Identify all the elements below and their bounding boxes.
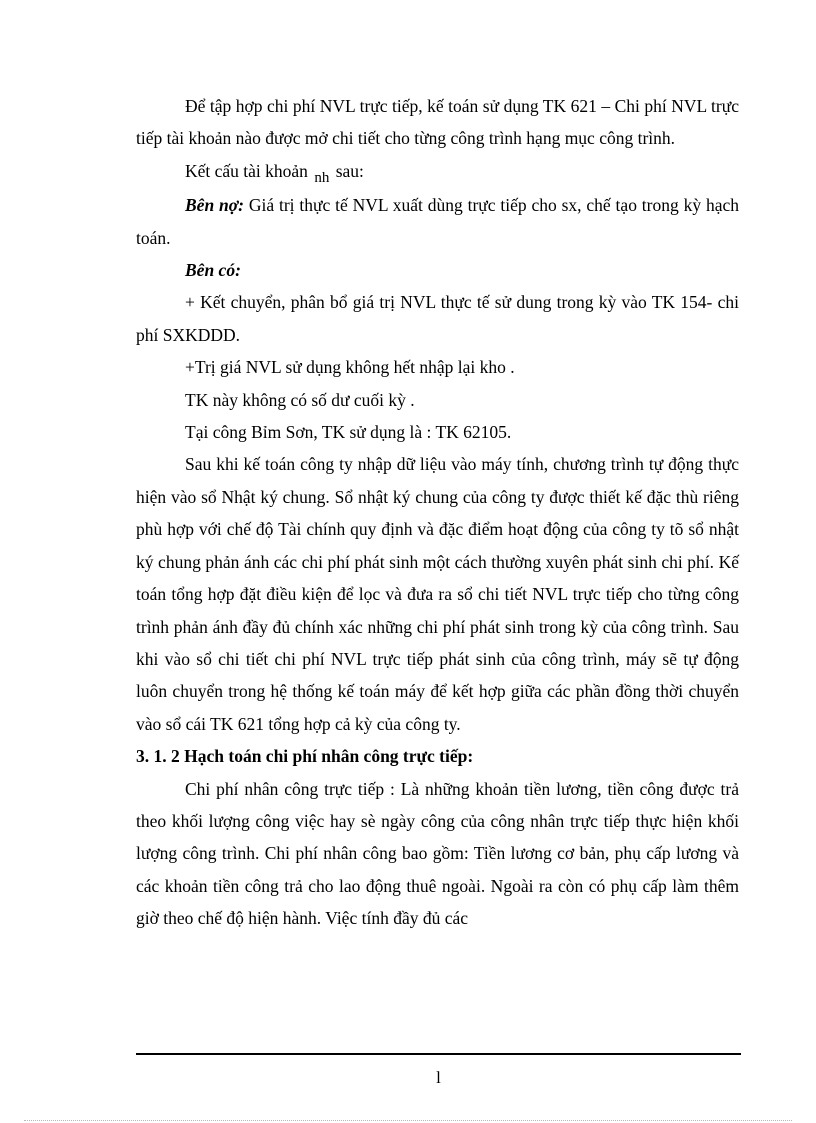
text-nh-fragment: nh [314, 169, 330, 186]
document-body [136, 90, 739, 935]
label-ben-no: Bên nợ: [185, 195, 244, 216]
paragraph-journal-process: Sau khi kế toán công ty nhập dữ liệu vào máy tính, chương trình tự động thực hiện vào sổ Nhật ký chung. Sổ nhật ký chung của công ty được thiết kế đặc thù riêng phù hợp với chế độ Tài chính quy định và đặc điểm hoạt động của công ty tõ sổ nhật ký chung phản ánh các chi phí phát sinh một cách thường xuyên phát sinh chi phí. Kế toán tổng hợp đặt điều kiện để lọc và đưa ra sổ chi tiết NVL trực tiếp cho từng công trình phản ánh đầy đủ chính xác những chi phí phát sinh trong kỳ của công trình. Sau khi vào sổ chi tiết chi phí NVL trực tiếp phát sinh của công trình, máy sẽ tự động luôn chuyển trong hệ thống kế toán máy để kết hợp giữa các phần đồng thời chuyển vào sổ cái TK 621 tổng hợp cả kỳ của công ty. [136, 454, 739, 734]
text-debit-side: Giá trị thực tế NVL xuất dùng trực tiếp cho sx, chế tạo trong kỳ hạch toán. [136, 195, 739, 248]
text-account-structure: Kết cấu tài khoản [185, 160, 308, 181]
label-ben-co: Bên có: [185, 260, 241, 281]
paragraph-no-balance: TK này không có số dư cuối kỳ . [185, 389, 415, 410]
paragraph-account-structure [136, 155, 739, 189]
paragraph-tk621-intro: Để tập hợp chi phí NVL trực tiếp, kế toán sử dụng TK 621 – Chi phí NVL trực tiếp tài khoản nào được mở chi tiết cho từng công trình hạng mục công trình. [136, 96, 739, 149]
paragraph-credit-side [136, 254, 739, 286]
text-sau: sau: [335, 160, 364, 181]
paragraph-unused-material: +Trị giá NVL sử dụng không hết nhập lại kho . [185, 357, 515, 378]
paragraph-debit-side [136, 189, 739, 254]
paragraph-bim-son-account: Tại công Bỉm Sơn, TK sử dụng là : TK 62105. [185, 422, 512, 443]
footer-divider [136, 1053, 741, 1055]
page-edge-dotted-line [24, 1120, 792, 1121]
section-heading-labor-cost: 3. 1. 2 Hạch toán chi phí nhân công trực tiếp: [136, 746, 474, 767]
paragraph-transfer: + Kết chuyển, phân bổ giá trị NVL thực tế sử dung trong kỳ vào TK 154- chi phí SXKDDD. [136, 292, 739, 345]
paragraph-labor-cost: Chi phí nhân công trực tiếp : Là những khoản tiền lương, tiền công được trả theo khối lượng công việc hay sè ngày công của công nhân trực tiếp thực hiện khối lượng công trình. Chi phí nhân công bao gồm: Tiền lương cơ bản, phụ cấp lương và các khoản tiền công trả cho lao động thuê ngoài. Ngoài ra còn có phụ cấp làm thêm giờ theo chế độ hiện hành. Việc tính đầy đủ các [136, 778, 739, 929]
page-number: l [436, 1068, 441, 1087]
